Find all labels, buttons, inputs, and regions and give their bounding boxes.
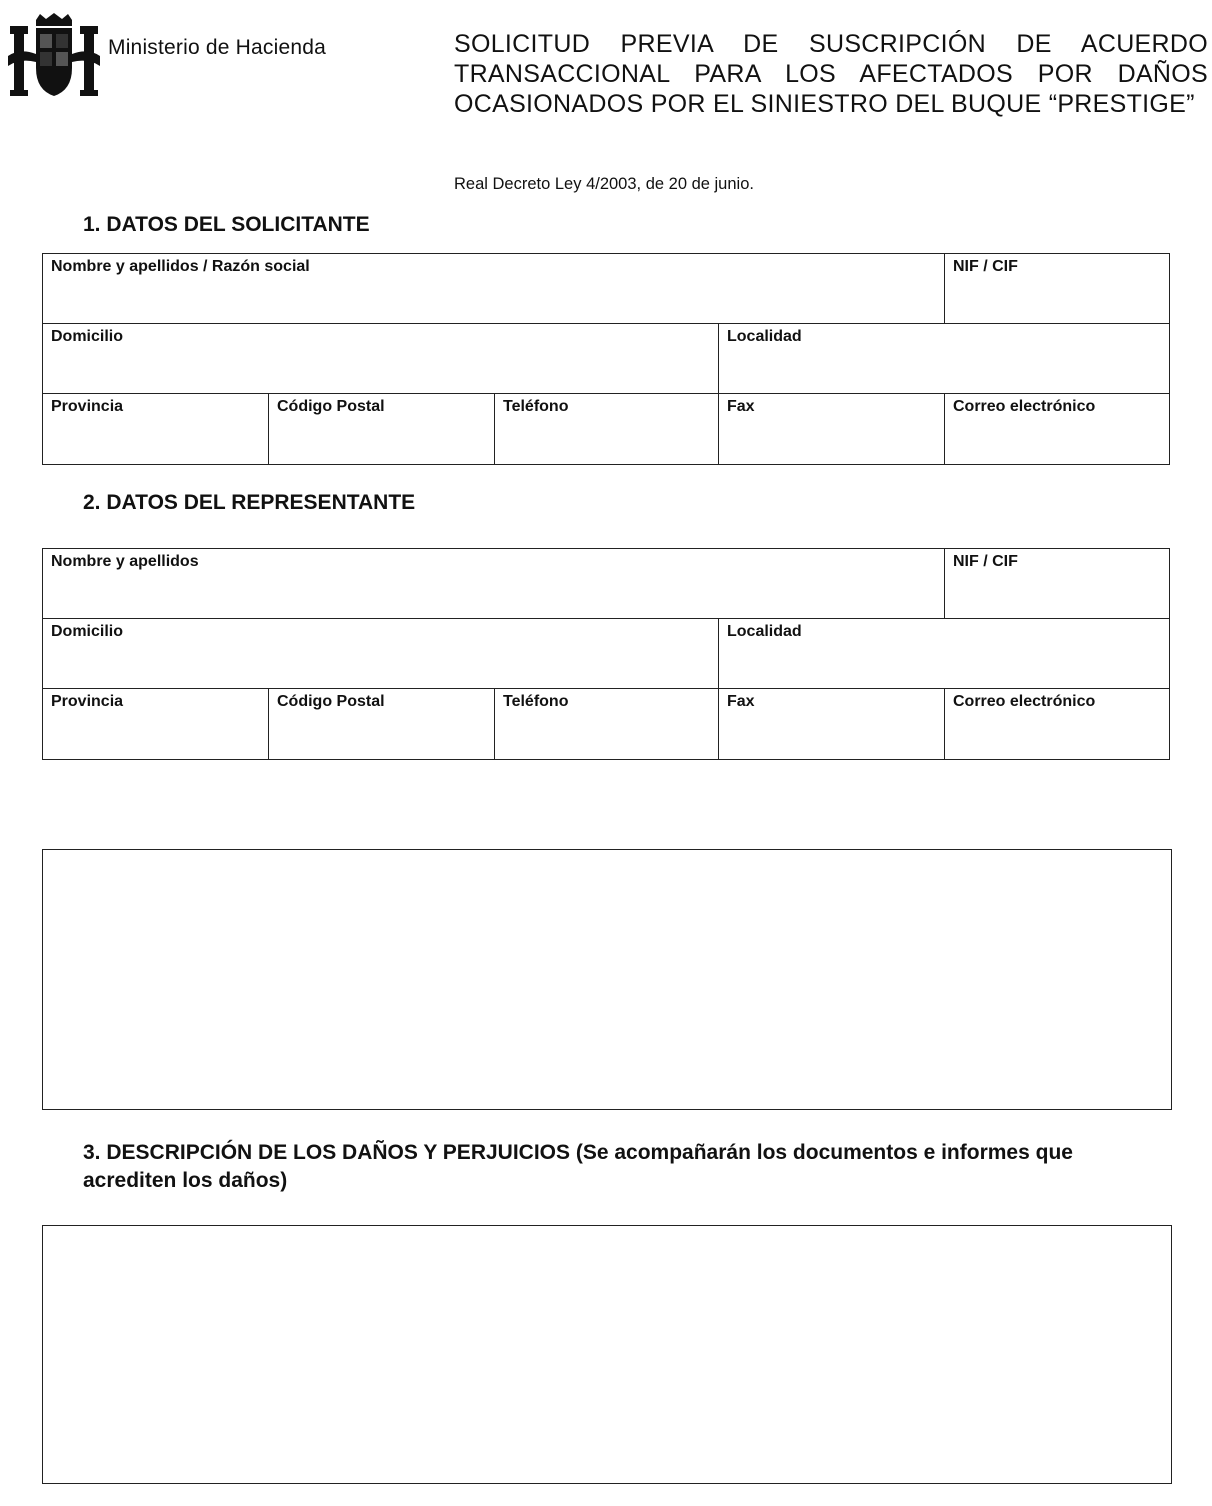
coat-of-arms-icon <box>6 12 102 102</box>
section-heading-applicant: 1. DATOS DEL SOLICITANTE <box>83 213 370 236</box>
applicant-email-field[interactable] <box>944 393 1170 465</box>
applicant-nif-field[interactable] <box>944 253 1170 325</box>
representative-nif-label: NIF / CIF <box>953 553 1018 570</box>
representative-province-field[interactable] <box>42 688 270 760</box>
applicant-locality-field[interactable] <box>718 323 1170 395</box>
representative-phone-label: Teléfono <box>503 693 569 710</box>
decree-reference: Real Decreto Ley 4/2003, de 20 de junio. <box>454 175 754 193</box>
representative-phone-field[interactable] <box>494 688 720 760</box>
representative-fax-label: Fax <box>727 693 755 710</box>
representative-email-field[interactable] <box>944 688 1170 760</box>
applicant-email-label: Correo electrónico <box>953 398 1096 415</box>
representative-name-field[interactable] <box>42 548 946 620</box>
applicant-fax-field[interactable] <box>718 393 946 465</box>
applicant-phone-label: Teléfono <box>503 398 569 415</box>
representative-nif-field[interactable] <box>944 548 1170 620</box>
representative-province-label: Provincia <box>51 693 124 710</box>
applicant-name-field[interactable] <box>42 253 946 325</box>
applicant-province-field[interactable] <box>42 393 270 465</box>
representative-email-label: Correo electrónico <box>953 693 1096 710</box>
representative-address-field[interactable] <box>42 618 720 690</box>
form-title-line-1: SOLICITUD PREVIA DE SUSCRIPCIÓN DE ACUERDO <box>454 30 1208 58</box>
applicant-postal-code-field[interactable] <box>268 393 496 465</box>
applicant-fax-label: Fax <box>727 398 755 415</box>
ministry-name: Ministerio de Hacienda <box>108 36 327 59</box>
applicant-postal-code-label: Código Postal <box>277 398 385 415</box>
representative-locality-field[interactable] <box>718 618 1170 690</box>
section-heading-damages: 3. DESCRIPCIÓN DE LOS DAÑOS Y PERJUICIOS (Se acompañarán los documentos e informes que acrediten los daños) <box>83 1141 1073 1192</box>
applicant-nif-label: NIF / CIF <box>953 258 1018 275</box>
representative-postal-code-label: Código Postal <box>277 693 385 710</box>
applicant-address-field[interactable] <box>42 323 720 395</box>
applicant-address-label: Domicilio <box>51 328 124 345</box>
representative-locality-label: Localidad <box>727 623 802 640</box>
representative-fax-field[interactable] <box>718 688 946 760</box>
form-title-line-2: TRANSACCIONAL PARA LOS AFECTADOS POR DAÑOS <box>454 60 1208 88</box>
applicant-name-label: Nombre y apellidos / Razón social <box>51 258 310 275</box>
form-title-line-3: OCASIONADOS POR EL SINIESTRO DEL BUQUE “PRESTIGE” <box>454 90 1195 118</box>
applicant-province-label: Provincia <box>51 398 124 415</box>
representative-name-label: Nombre y apellidos <box>51 553 199 570</box>
damages-description-area[interactable] <box>42 1225 1172 1484</box>
applicant-phone-field[interactable] <box>494 393 720 465</box>
section-heading-representative: 2. DATOS DEL REPRESENTANTE <box>83 491 416 514</box>
blank-text-area[interactable] <box>42 849 1172 1110</box>
representative-postal-code-field[interactable] <box>268 688 496 760</box>
representative-address-label: Domicilio <box>51 623 124 640</box>
applicant-form <box>42 253 1170 465</box>
applicant-locality-label: Localidad <box>727 328 802 345</box>
representative-form <box>42 548 1170 760</box>
